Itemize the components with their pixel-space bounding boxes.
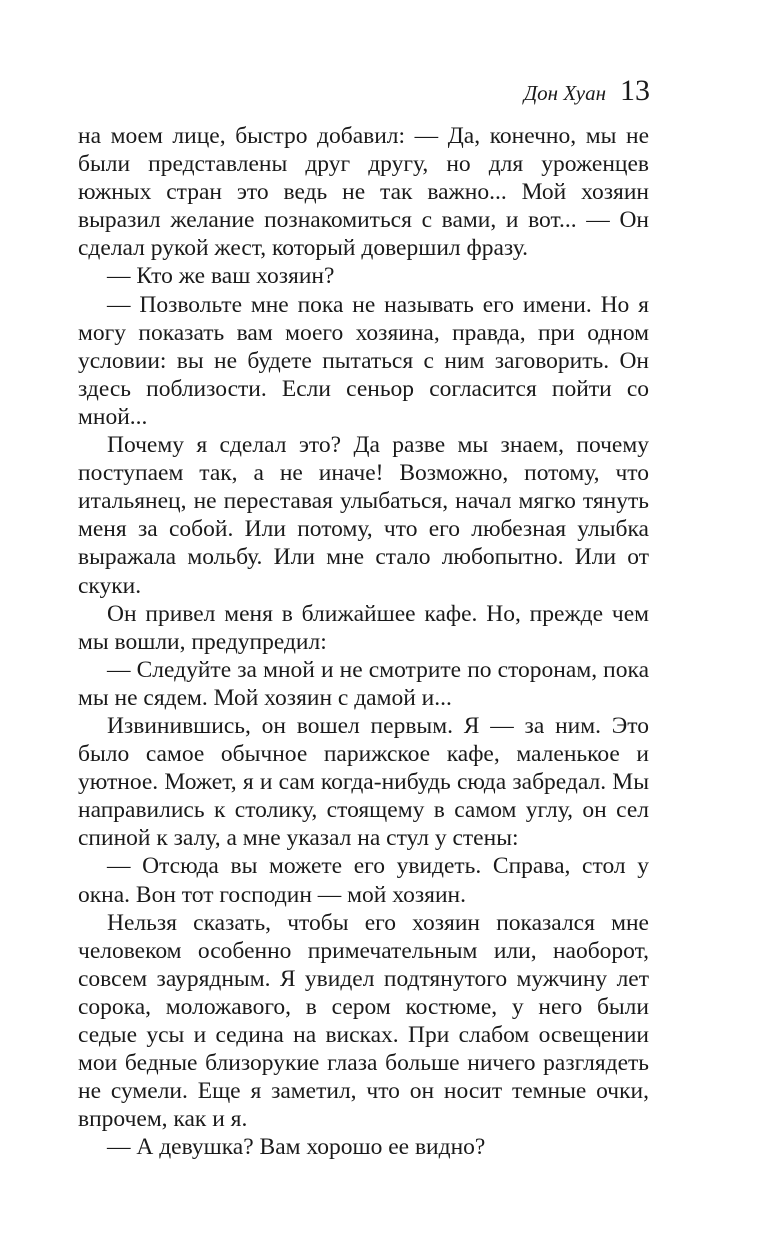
paragraph: — Кто же ваш хозяин? bbox=[107, 263, 335, 290]
running-title: Дон Хуан bbox=[523, 81, 606, 105]
paragraph: Почему я сделал это? Да разве мы знаем, почему поступаем так, а не иначе! Возможно, потому, что итальянец, не переставая улыбаться, начал мягко тянуть меня за собой. Или потому, что его любезная улыбка выражала мольбу. Или мне стало любопытно. Или от скуки. bbox=[78, 432, 649, 599]
paragraph: Нельзя сказать, чтобы его хозяин показался мне человеком особенно примечательным или, наоборот, совсем заурядным. Я увидел подтянутого мужчину лет сорока, моложавого, в сером костюме, у него были седые усы и седина на висках. При слабом освещении мои бедные близорукие глаза больше ничего разглядеть не сумели. Еще я заметил, что он носит темные очки, впрочем, как и я. bbox=[78, 909, 649, 1133]
paragraph: — Отсюда вы можете его увидеть. Справа, стол у окна. Вон тот господин — мой хозяин. bbox=[78, 853, 649, 908]
paragraph: — Позвольте мне пока не называть его имени. Но я могу показать вам моего хозяина, правда, при одном условии: вы не будете пытаться с ним заговорить. Он здесь поблизости. Если сеньор согласится пойти со мной... bbox=[78, 291, 649, 430]
paragraph: — Следуйте за мной и не смотрите по сторонам, пока мы не сядем. Мой хозяин с дамой и... bbox=[78, 656, 649, 711]
paragraph: — А девушка? Вам хорошо ее видно? bbox=[107, 1134, 486, 1161]
page-number: 13 bbox=[620, 74, 650, 107]
paragraph: на моем лице, быстро добавил: — Да, конечно, мы не были представлены друг другу, но для уроженцев южных стран это ведь не так важно... Мой хозяин выразил желание познакомиться с вами, и вот... — Он сделал рукой жест, который довершил фразу. bbox=[78, 123, 649, 262]
paragraph: Извинившись, он вошел первым. Я — за ним. Это было самое обычное парижское кафе, маленькое и уютное. Может, я и сам когда-нибудь сюда забредал. Мы направились к столику, стоящему в самом углу, он сел спиной к залу, а мне указал на стул у стены: bbox=[78, 712, 649, 852]
body-text bbox=[78, 122, 649, 1161]
running-head bbox=[524, 74, 650, 108]
paragraph: Он привел меня в ближайшее кафе. Но, прежде чем мы вошли, предупредил: bbox=[78, 600, 649, 655]
